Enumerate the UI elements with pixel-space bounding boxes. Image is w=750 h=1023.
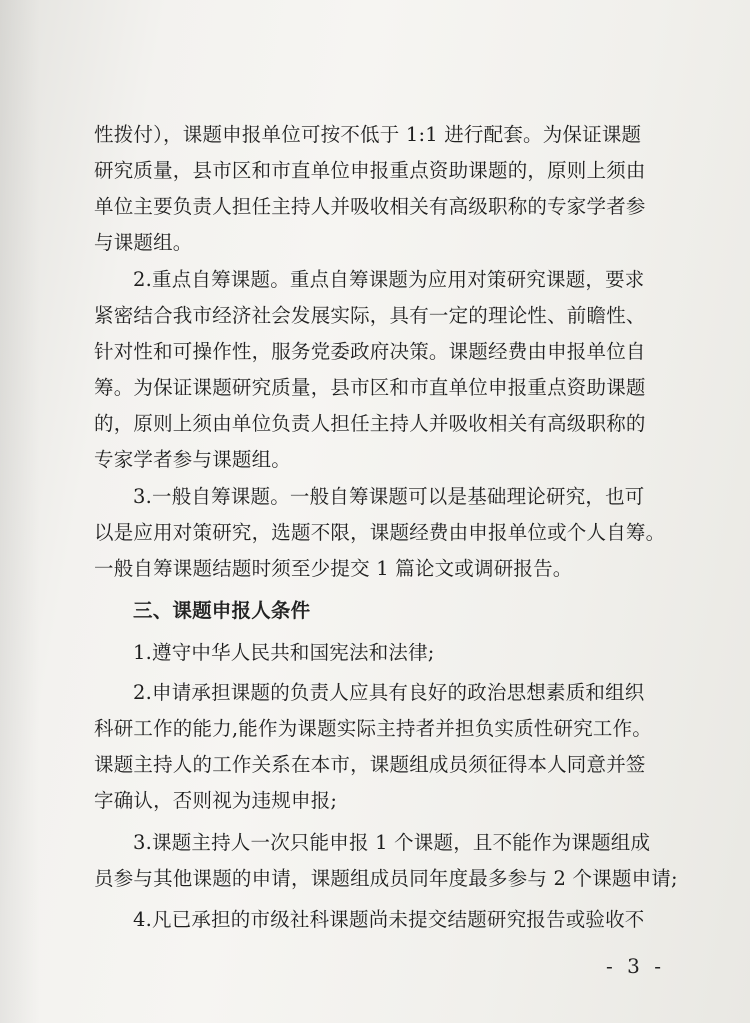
- page-number: - 3 -: [606, 954, 665, 978]
- paragraph-line: 以是应用对策研究，选题不限，课题经费由申报单位或个人自筹。: [94, 521, 666, 544]
- paragraph-line: 1.遵守中华人民共和国宪法和法律;: [133, 641, 435, 664]
- paragraph-line: 课题主持人的工作关系在本市，课题组成员须征得本人同意并签: [94, 753, 646, 776]
- paragraph-line: 与课题组。: [94, 231, 193, 254]
- paragraph-line: 性拨付），课题申报单位可按不低于 1:1 进行配套。为保证课题: [94, 123, 642, 146]
- page-shadow: [0, 0, 40, 1023]
- paragraph-line: 4.凡已承担的市级社科课题尚未提交结题研究报告或验收不: [133, 908, 645, 931]
- paragraph-line: 针对性和可操作性，服务党委政府决策。课题经费由申报单位自: [94, 340, 646, 363]
- paragraph-line: 研究质量，县市区和市直单位申报重点资助课题的，原则上须由: [94, 159, 646, 182]
- paragraph-line: 单位主要负责人担任主持人并吸收相关有高级职称的专家学者参: [94, 195, 646, 218]
- paragraph-line: 3.课题主持人一次只能申报 1 个课题，且不能作为课题组成: [133, 831, 651, 854]
- paragraph-line: 紧密结合我市经济社会发展实际，具有一定的理论性、前瞻性、: [94, 304, 646, 327]
- paragraph-line: 3.一般自筹课题。一般自筹课题可以是基础理论研究，也可: [133, 485, 645, 508]
- paragraph-line: 2.重点自筹课题。重点自筹课题为应用对策研究课题，要求: [133, 268, 645, 291]
- section-heading: 三、课题申报人条件: [133, 599, 311, 622]
- paragraph-line: 筹。为保证课题研究质量，县市区和市直单位申报重点资助课题: [94, 376, 646, 399]
- paragraph-line: 科研工作的能力,能作为课题实际主持者并担负实质性研究工作。: [94, 717, 652, 740]
- paragraph-line: 员参与其他课题的申请，课题组成员同年度最多参与 2 个课题申请;: [94, 867, 678, 890]
- paragraph-line: 字确认，否则视为违规申报;: [94, 789, 338, 812]
- paragraph-line: 一般自筹课题结题时须至少提交 1 篇论文或调研报告。: [94, 557, 573, 580]
- paragraph-line: 2.申请承担课题的负责人应具有良好的政治思想素质和组织: [133, 681, 645, 704]
- paragraph-line: 专家学者参与课题组。: [94, 448, 292, 471]
- paragraph-line: 的，原则上须由单位负责人担任主持人并吸收相关有高级职称的: [94, 412, 646, 435]
